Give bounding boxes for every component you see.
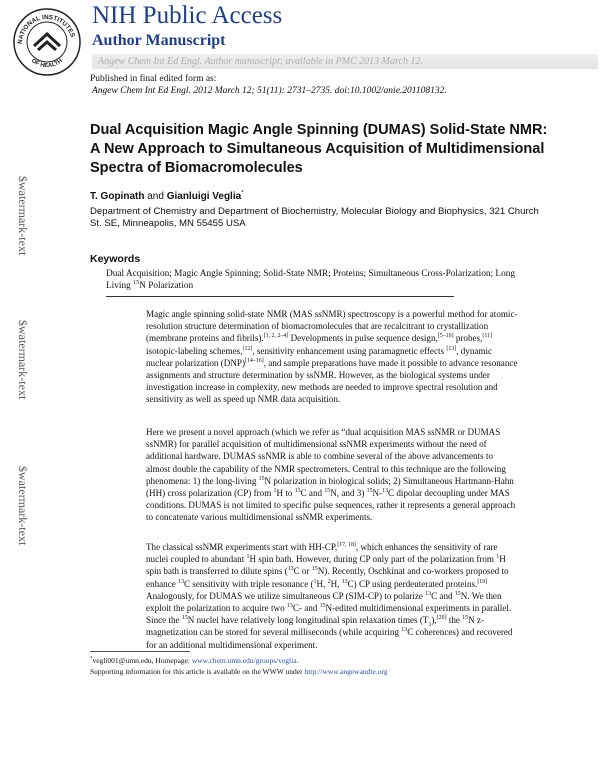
article-title: Dual Acquisition Magic Angle Spinning (DUMAS) Solid-State NMR: A New Approach to Simultaneous Acquisition of Multidimensional Spectra of Biomacromolecules <box>90 122 548 176</box>
keywords-heading: Keywords <box>90 253 141 265</box>
footnote-divider <box>90 651 190 652</box>
author-2: Gianluigi Veglia <box>166 191 242 202</box>
homepage-link[interactable]: www.chem.umn.edu/groups/veglia <box>191 656 297 665</box>
keywords-text <box>106 268 536 292</box>
published-citation: Angew Chem Int Ed Engl. 2012 March 12; 51(11): 2731–2735. doi:10.1002/anie.201108132. <box>92 86 447 96</box>
supporting-prefix: Supporting information for this article is available on the WWW under <box>90 667 305 676</box>
body-paragraph-1: Magic angle spinning solid-state NMR (MAS ssNMR) spectroscopy is a powerful method for atomic-resolution structure determination of biomacromolecules that are recalcitrant to crystallization (membrane proteins and fibrils).[1, 2, 2–4] Developments in pulse sequence design,[5–10] probes,[11] isotopic-labeling schemes,[12], sensitivity enhancement using paramagnetic effects [13], dynamic nuclear polarization (DNP)[14–16], and sample preparations have made it possible to advance resonance assignments and structure determination by ssNMR. However, as the biological systems under investigation increase in complexity, new methods are needed to improve spectral resolution and sensitivity as well as speed up NMR data acquisition. <box>146 309 518 405</box>
author-1: T. Gopinath <box>90 191 145 202</box>
author-manuscript-label: Author Manuscript <box>92 32 226 49</box>
footnote-contact <box>90 656 298 665</box>
section-divider <box>106 296 454 297</box>
keywords-tail: N Polarization <box>139 281 194 291</box>
corresponding-mark: * <box>241 189 244 197</box>
nih-seal-logo <box>12 6 82 76</box>
watermark-text: $watermark-text <box>16 466 30 546</box>
seal-text-top: NATIONAL INSTITUTES <box>16 13 76 45</box>
homepage-suffix: . <box>296 656 299 665</box>
watermark-text: $watermark-text <box>16 176 30 256</box>
author-line <box>90 191 244 202</box>
svg-text:OF HEALTH <box>30 58 64 69</box>
footnote-email: vegli001@umn.edu, Homepage: <box>92 656 192 665</box>
body-paragraph-2: Here we present a novel approach (which we refer as “dual acquisition MAS ssNMR or DUMAS ssNMR) for parallel acquisition of multidimensional ssNMR experiments without the need of additional hardware. DUMAS ssNMR is able to combine several of the above advancements to almost double the capability of the NMR spectrometers. Central to this technique are the following phenomena: 1) the long-living $^{15}$N polarization in biological solids; 2) Simultaneous Hartmann-Hahn (HH) cross polarization (CP) from $^1$H to $^{13}$C and $^{15}$N, and 3) $^{15}$N-$^{13}$C dipolar decoupling under MAS conditions. DUMAS is not limited to specific pulse sequences, rather it represents a general approach to concatenate various multidimensional ssNMR experiments. <box>146 427 516 523</box>
affiliation: Department of Chemistry and Department of Biochemistry, Molecular Biology and Biophysics, 321 Church St. SE, Minneapolis, MN 55455 USA <box>90 206 539 229</box>
footnote-mark: * <box>90 656 93 662</box>
keywords-sup: 15 <box>133 279 140 286</box>
keywords-list: Dual Acquisition; Magic Angle Spinning; Solid-State NMR; Proteins; Simultaneous Cross-Polarization; Long Living <box>106 269 516 291</box>
seal-text-bottom: OF HEALTH <box>30 58 64 70</box>
nih-public-access-title: NIH Public Access <box>92 2 283 29</box>
author-and: and <box>147 191 164 202</box>
published-label: Published in final edited form as: <box>90 74 217 84</box>
citation-bar: Angew Chem Int Ed Engl. Author manuscript; available in PMC 2013 March 12. <box>92 54 598 69</box>
footnote-supporting-info <box>90 667 388 676</box>
angewandte-link[interactable]: http://www.angewandte.org <box>304 667 388 676</box>
body-paragraph-3: The classical ssNMR experiments start with HH-CP,[17, 18], which enhances the sensitivity of rare nuclei coupled to abundant $^1$H spin bath. However, during CP only part of the polarization from $^1$H spin bath is transferred to dilute spins ($^{13}$C or $^{15}$N). Recently, Oschkinat and co-workers proposed to enhance $^{13}$C sensitivity with triple resonance ($^1$H, $^2$H, $^{13}$C) CP using perdeuterated proteins.[19] Analogously, for DUMAS we utilize simultaneous CP (SIM-CP) to polarize $^{13}$C and $^{15}$N. We then exploit the polarization to acquire two $^{13}$C- and $^{15}$N-edited multidimensional experiments in parallel. Since the $^{15}$N nuclei have relatively long longitudinal spin relaxation times $(T_1),[20]$ the $^{15}$N z-magnetization can be stored for several milliseconds (while acquiring $^{13}$C coherences) and recovered for an additional multidimensional experiment. <box>146 541 513 650</box>
watermark-text: $watermark-text <box>16 320 30 400</box>
